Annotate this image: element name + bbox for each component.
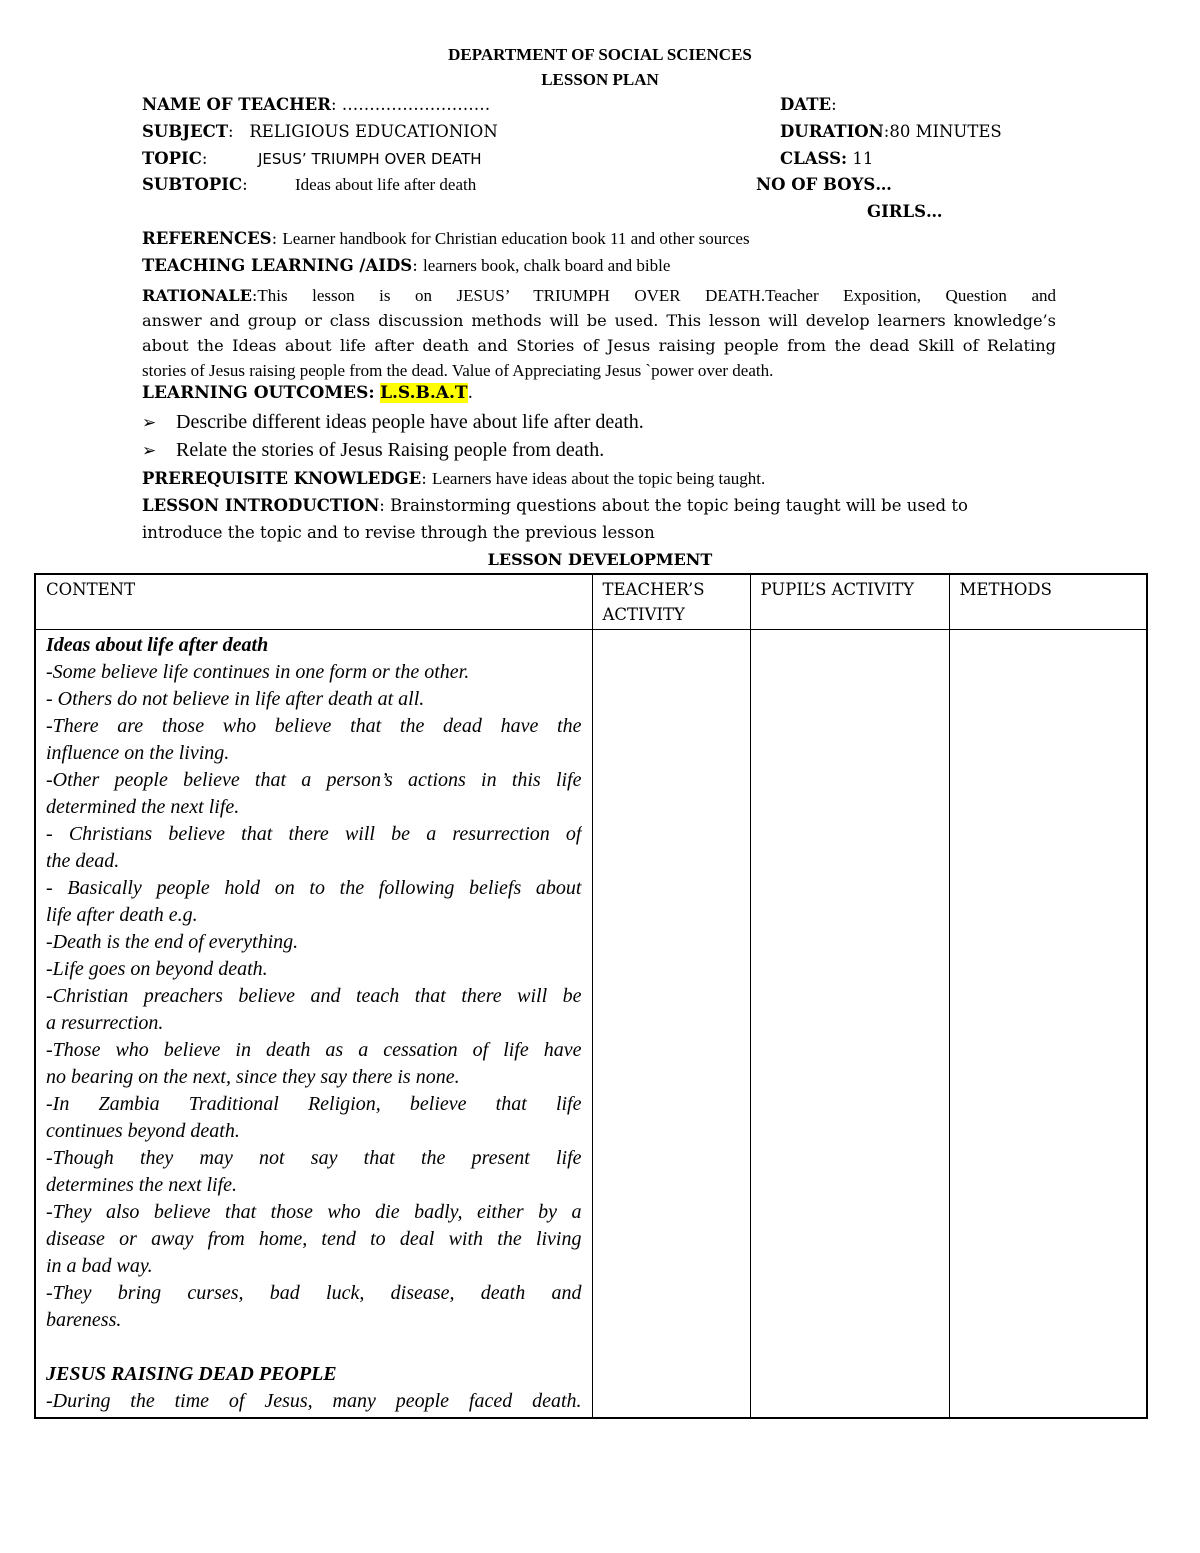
prerequisite-value: Learners have ideas about the topic being taught.: [432, 469, 766, 488]
content-line: no bearing on the next, since they say there is none.: [46, 1066, 460, 1088]
content-line: -Other people believe that a person’s actions in this life: [46, 769, 582, 791]
aids-value: learners book, chalk board and bible: [423, 256, 671, 275]
references-row: REFERENCES: Learner handbook for Christian education book 11 and other sources: [142, 229, 750, 248]
document-title: LESSON PLAN: [541, 70, 659, 89]
pupil-activity-cell: [750, 630, 949, 1419]
teacher-activity-cell: [592, 630, 750, 1419]
content-line: bareness.: [46, 1309, 122, 1331]
rationale-line-4: stories of Jesus raising people from the dead. Value of Appreciating Jesus `power over death.: [142, 361, 774, 380]
subtopic-row: SUBTOPIC: Ideas about life after death: [142, 175, 477, 194]
teacher-label: NAME OF TEACHER: [142, 95, 331, 114]
topic-label: TOPIC: [142, 149, 202, 168]
introduction-row: LESSON INTRODUCTION: Brainstorming questions about the topic being taught will be used to: [142, 496, 968, 515]
content-heading-jesus: JESUS RAISING DEAD PEOPLE: [46, 1363, 337, 1385]
rationale-line-2: answer and group or class discussion methods will be used. This lesson will develop learners knowledge’s: [142, 311, 1056, 330]
content-line: life after death e.g.: [46, 904, 198, 926]
content-line: -Life goes on beyond death.: [46, 958, 268, 980]
content-last-line: -During the time of Jesus, many people faced death.: [46, 1390, 582, 1412]
subject-value: RELIGIOUS EDUCATIONION: [249, 122, 498, 141]
subject-label: SUBJECT: [142, 122, 229, 141]
outcome-text-1: Describe different ideas people have about life after death.: [176, 411, 644, 433]
content-line: determined the next life.: [46, 796, 240, 818]
content-line: determines the next life.: [46, 1174, 238, 1196]
content-cell: [35, 630, 592, 1419]
content-line: - Christians believe that there will be a resurrection of: [46, 823, 582, 845]
aids-label: TEACHING LEARNING /AIDS: [142, 256, 413, 275]
boys-label: NO OF BOYS…: [756, 175, 892, 194]
table-header-row: [35, 574, 1147, 630]
content-heading-ideas: Ideas about life after death: [46, 634, 269, 656]
rationale-block: RATIONALE:This lesson is on JESUS’ TRIUMPH OVER DEATH.Teacher Exposition, Question and answer and group or class discussion methods will be used. This lesson will develop learners knowledge’s about the Ideas about life after death and Stories of Jesus raising people from the dead Skill of Relating stories of Jesus raising people from the dead. Value of Appreciating Jesus `power over death.: [142, 283, 1056, 383]
content-line: continues beyond death.: [46, 1120, 240, 1142]
content-line: -Those who believe in death as a cessation of life have: [46, 1039, 582, 1061]
subtopic-label: SUBTOPIC: [142, 175, 243, 194]
content-line: disease or away from home, tend to deal with the living: [46, 1228, 582, 1250]
rationale-line-1: This lesson is on JESUS’ TRIUMPH OVER DEATH.Teacher Exposition, Question and: [257, 286, 1056, 305]
duration-label: DURATION: [780, 122, 884, 141]
content-line: -In Zambia Traditional Religion, believe that life: [46, 1093, 582, 1115]
content-line: - Basically people hold on to the following beliefs about: [46, 877, 582, 899]
content-line: in a bad way.: [46, 1255, 153, 1277]
content-line: -Death is the end of everything.: [46, 931, 299, 953]
class-value: 11: [852, 149, 874, 168]
column-header-content: CONTENT: [35, 574, 592, 630]
content-line: -Though they may not say that the present life: [46, 1147, 582, 1169]
introduction-label: LESSON INTRODUCTION: [142, 496, 380, 515]
class-row: [780, 149, 873, 168]
content-lines: [46, 659, 582, 1334]
column-header-pupil-activity: PUPIL’S ACTIVITY: [750, 574, 949, 630]
topic-value: JESUS’ TRIUMPH OVER DEATH: [258, 150, 482, 168]
lsbat-highlight: L.S.B.A.T: [380, 383, 468, 403]
references-label: REFERENCES: [142, 229, 272, 248]
content-line: -They bring curses, bad luck, disease, death and: [46, 1282, 582, 1304]
class-label: CLASS:: [780, 149, 848, 168]
aids-row: TEACHING LEARNING /AIDS: learners book, chalk board and bible: [142, 256, 671, 275]
lesson-development-title: LESSON DEVELOPMENT: [487, 550, 713, 569]
content-line: influence on the living.: [46, 742, 230, 764]
column-header-teacher-activity: TEACHER’S ACTIVITY: [592, 574, 750, 630]
content-line: -There are those who believe that the dead have the: [46, 715, 582, 737]
content-line: -Christian preachers believe and teach that there will be: [46, 985, 582, 1007]
teacher-row: NAME OF TEACHER: ………………………: [142, 95, 491, 114]
duration-value: 80 MINUTES: [889, 122, 1002, 141]
department-title: DEPARTMENT OF SOCIAL SCIENCES: [448, 45, 752, 64]
outcome-item-1: [142, 411, 644, 434]
subtopic-value: Ideas about life after death: [295, 175, 477, 194]
rationale-label: RATIONALE: [142, 286, 252, 305]
prerequisite-row: PREREQUISITE KNOWLEDGE: Learners have ideas about the topic being taught.: [142, 469, 766, 488]
outcomes-label: LEARNING OUTCOMES:: [142, 383, 375, 403]
date-label: DATE: [780, 95, 832, 114]
outcome-text-2: Relate the stories of Jesus Raising people from death.: [176, 439, 605, 461]
content-spacer: [46, 1334, 582, 1361]
outcome-item-2: [142, 439, 604, 462]
arrow-bullet-icon: ➢: [142, 441, 157, 461]
content-line: the dead.: [46, 850, 120, 872]
topic-row: TOPIC: JESUS’ TRIUMPH OVER DEATH: [142, 149, 482, 168]
content-line: - Others do not believe in life after death at all.: [46, 688, 425, 710]
column-header-methods: METHODS: [949, 574, 1147, 630]
references-value: Learner handbook for Christian education book 11 and other sources: [282, 229, 750, 248]
date-row: DATE:: [780, 95, 837, 114]
introduction-line-1: Brainstorming questions about the topic being taught will be used to: [390, 496, 968, 515]
girls-label: GIRLS…: [867, 202, 943, 221]
content-line: -They also believe that those who die badly, either by a: [46, 1201, 582, 1223]
subject-row: SUBJECT: RELIGIOUS EDUCATIONION: [142, 122, 498, 141]
methods-cell: [949, 630, 1147, 1419]
content-line: -Some believe life continues in one form or the other.: [46, 661, 470, 683]
table-row: [35, 630, 1147, 1419]
rationale-line-3: about the Ideas about life after death and Stories of Jesus raising people from the dead Skill of Relating: [142, 336, 1056, 355]
duration-row: DURATION:80 MINUTES: [780, 122, 1002, 141]
arrow-bullet-icon: ➢: [142, 413, 157, 433]
outcomes-row: LEARNING OUTCOMES: L.S.B.A.T.: [142, 383, 473, 403]
teacher-value: ………………………: [341, 95, 491, 114]
prerequisite-label: PREREQUISITE KNOWLEDGE: [142, 469, 422, 488]
lesson-development-table: [34, 573, 1148, 1419]
introduction-line-2: introduce the topic and to revise through the previous lesson: [142, 523, 655, 542]
content-line: a resurrection.: [46, 1012, 164, 1034]
